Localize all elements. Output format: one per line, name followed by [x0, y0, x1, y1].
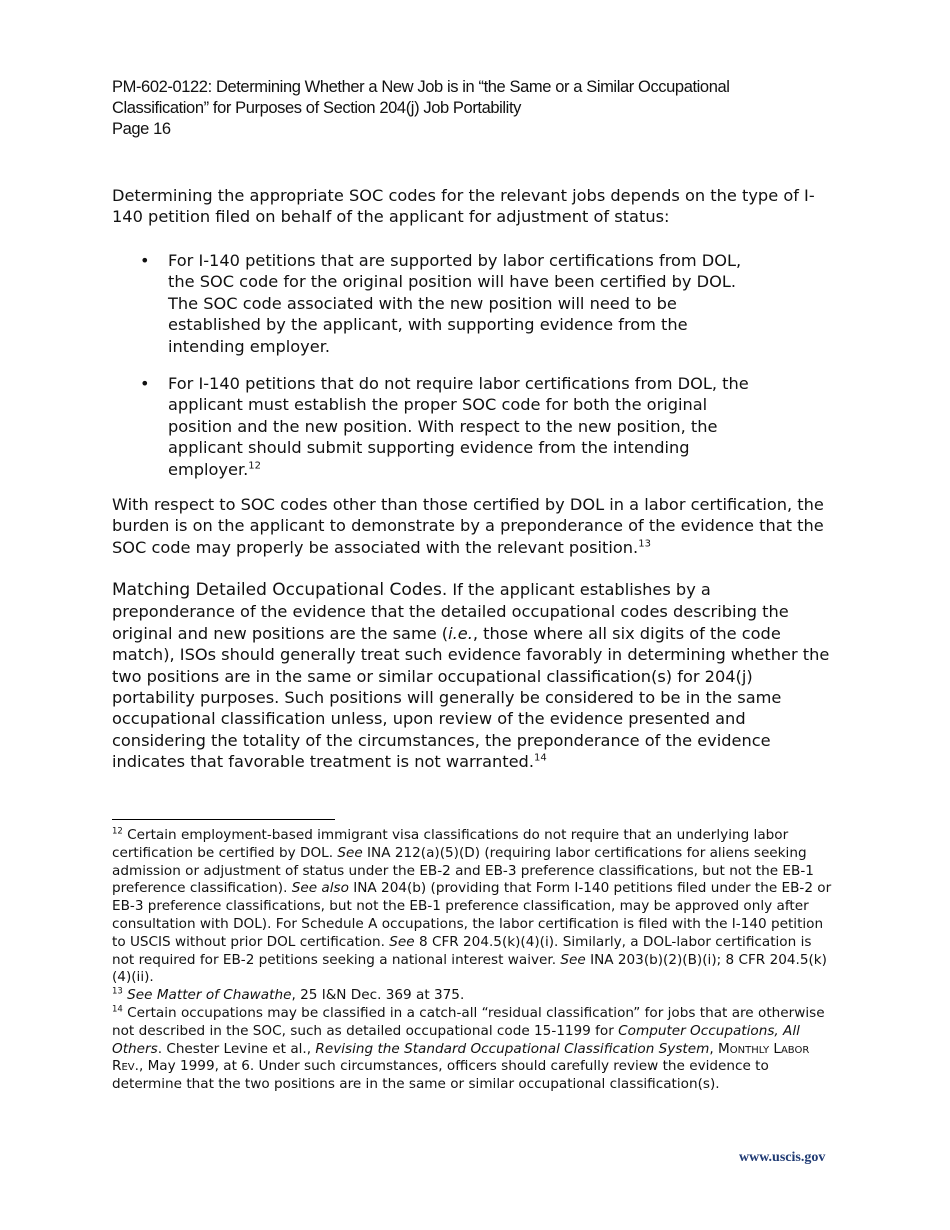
petition-bullet-list [140, 250, 760, 496]
bullet-item-labor-cert [140, 250, 760, 357]
footnote-text: INA 203(b)(2)(B)(i); 8 CFR 204.5(k)(4)(ii). [112, 951, 827, 986]
bullet-text: For I-140 petitions that are supported by labor certifications from DOL, the SOC code for the original position will have been certified by DOL. The SOC code associated with the new position will need to be established by the applicant, with supporting evidence from the intending employer. [168, 251, 742, 356]
footnote-number: 14 [112, 1004, 123, 1015]
footnote-text: , [709, 1040, 719, 1057]
footnote-text: INA 212(a)(5)(D) (requiring labor certifications for aliens seeking admission or adjustment of status under the EB-2 and EB-3 preference classifications, but not the EB-1 preference classification). [112, 844, 814, 897]
article-title: Revising the Standard Occupational Classification System [315, 1040, 710, 1057]
footnote-13 [112, 987, 837, 1005]
footnote-text: , 25 I&N Dec. 369 at 375. [291, 987, 465, 1004]
ie-abbrev: i.e. [448, 623, 473, 643]
footnote-divider [112, 819, 335, 820]
intro-paragraph: Determining the appropriate SOC codes for the relevant jobs depends on the type of I-140 petition filed on behalf of the applicant for adjustment of status: [112, 186, 815, 227]
soc-burden-paragraph [112, 494, 837, 558]
page-number: Page 16 [112, 120, 171, 138]
occupation-title: Computer Occupations, All Others [112, 1022, 800, 1057]
citation-signal: See [389, 933, 415, 950]
header-title-line-1: PM-602-0122: Determining Whether a New Job is in “the Same or a Similar Occupational [112, 78, 730, 96]
run-in-heading: Matching Detailed Occupational Codes. [112, 580, 448, 600]
header-title-line-2: Classification” for Purposes of Section 204(j) Job Portability [112, 99, 521, 117]
footnote-12 [112, 827, 837, 987]
footnote-text: Certain employment-based immigrant visa classifications do not require that an underlying labor certification be certified by DOL. [112, 827, 789, 861]
paragraph-text-b: , those where all six digits of the code match), ISOs should generally treat such evidence favorably in determining whether the two positions are in the same or similar occupational classification(s) for 204(j) portability purposes. Such positions will generally be considered to be in the same occupational classification unless, upon review of the evidence presented and considering the totality of the circumstances, the preponderance of the evidence indicates that favorable treatment is not warranted. [112, 623, 830, 772]
footnote-text: , May 1999, at 6. Under such circumstances, officers should carefully review the evidence to determine that the two positions are in the same or similar occupational classification(s). [112, 1058, 769, 1093]
paragraph-text-a: If the applicant establishes by a preponderance of the evidence that the detailed occupational codes describing the original and new positions are the same ( [112, 580, 789, 643]
footnote-text: . Chester Levine et al., [157, 1040, 316, 1057]
footnote-number: 13 [112, 986, 123, 997]
footnote-14 [112, 1005, 837, 1094]
paragraph-text: With respect to SOC codes other than those certified by DOL in a labor certification, the burden is on the applicant to demonstrate by a preponderance of the evidence that the SOC code may properly be associated with the relevant position. [112, 495, 824, 557]
footnote-ref-12[interactable]: 12 [248, 460, 261, 472]
footnote-ref-13[interactable]: 13 [638, 538, 651, 550]
page-header [112, 77, 832, 140]
footnote-ref-14[interactable]: 14 [533, 752, 547, 764]
bullet-item-no-labor-cert [140, 373, 760, 480]
citation-signal: See also [291, 880, 349, 897]
citation-signal: See [337, 844, 363, 861]
footnote-text: Certain occupations may be classified in a catch-all “residual classification” for jobs that are otherwise not described in the SOC, such as detailed occupational code 15-1199 for [112, 1004, 825, 1039]
journal-name: Monthly Labor Rev. [112, 1040, 810, 1075]
footnote-text: 8 CFR 204.5(k)(4)(i). Similarly, a DOL-labor certification is not required for EB-2 petitions seeking a national interest waiver. [112, 933, 812, 968]
case-citation: See Matter of Chawathe [122, 987, 292, 1004]
footnotes-section [112, 827, 837, 1094]
footer-url[interactable]: www.uscis.gov [739, 1150, 826, 1165]
citation-signal: See [560, 951, 586, 968]
footnote-text: INA 204(b) (providing that Form I-140 petitions filed under the EB-2 or EB-3 preference classifications, but not the EB-1 preference classification, may be approved only after consultation with DOL). For Schedule A occupations, the labor certification is filed with the I-140 petition to USCIS without prior DOL certification. [112, 880, 832, 950]
bullet-text: For I-140 petitions that do not require labor certifications from DOL, the applicant must establish the proper SOC code for both the original position and the new position. With respect to the new position, the applicant should submit supporting evidence from the intending employer. [168, 374, 749, 479]
matching-codes-paragraph [112, 579, 837, 773]
footnote-number: 12 [112, 826, 123, 837]
